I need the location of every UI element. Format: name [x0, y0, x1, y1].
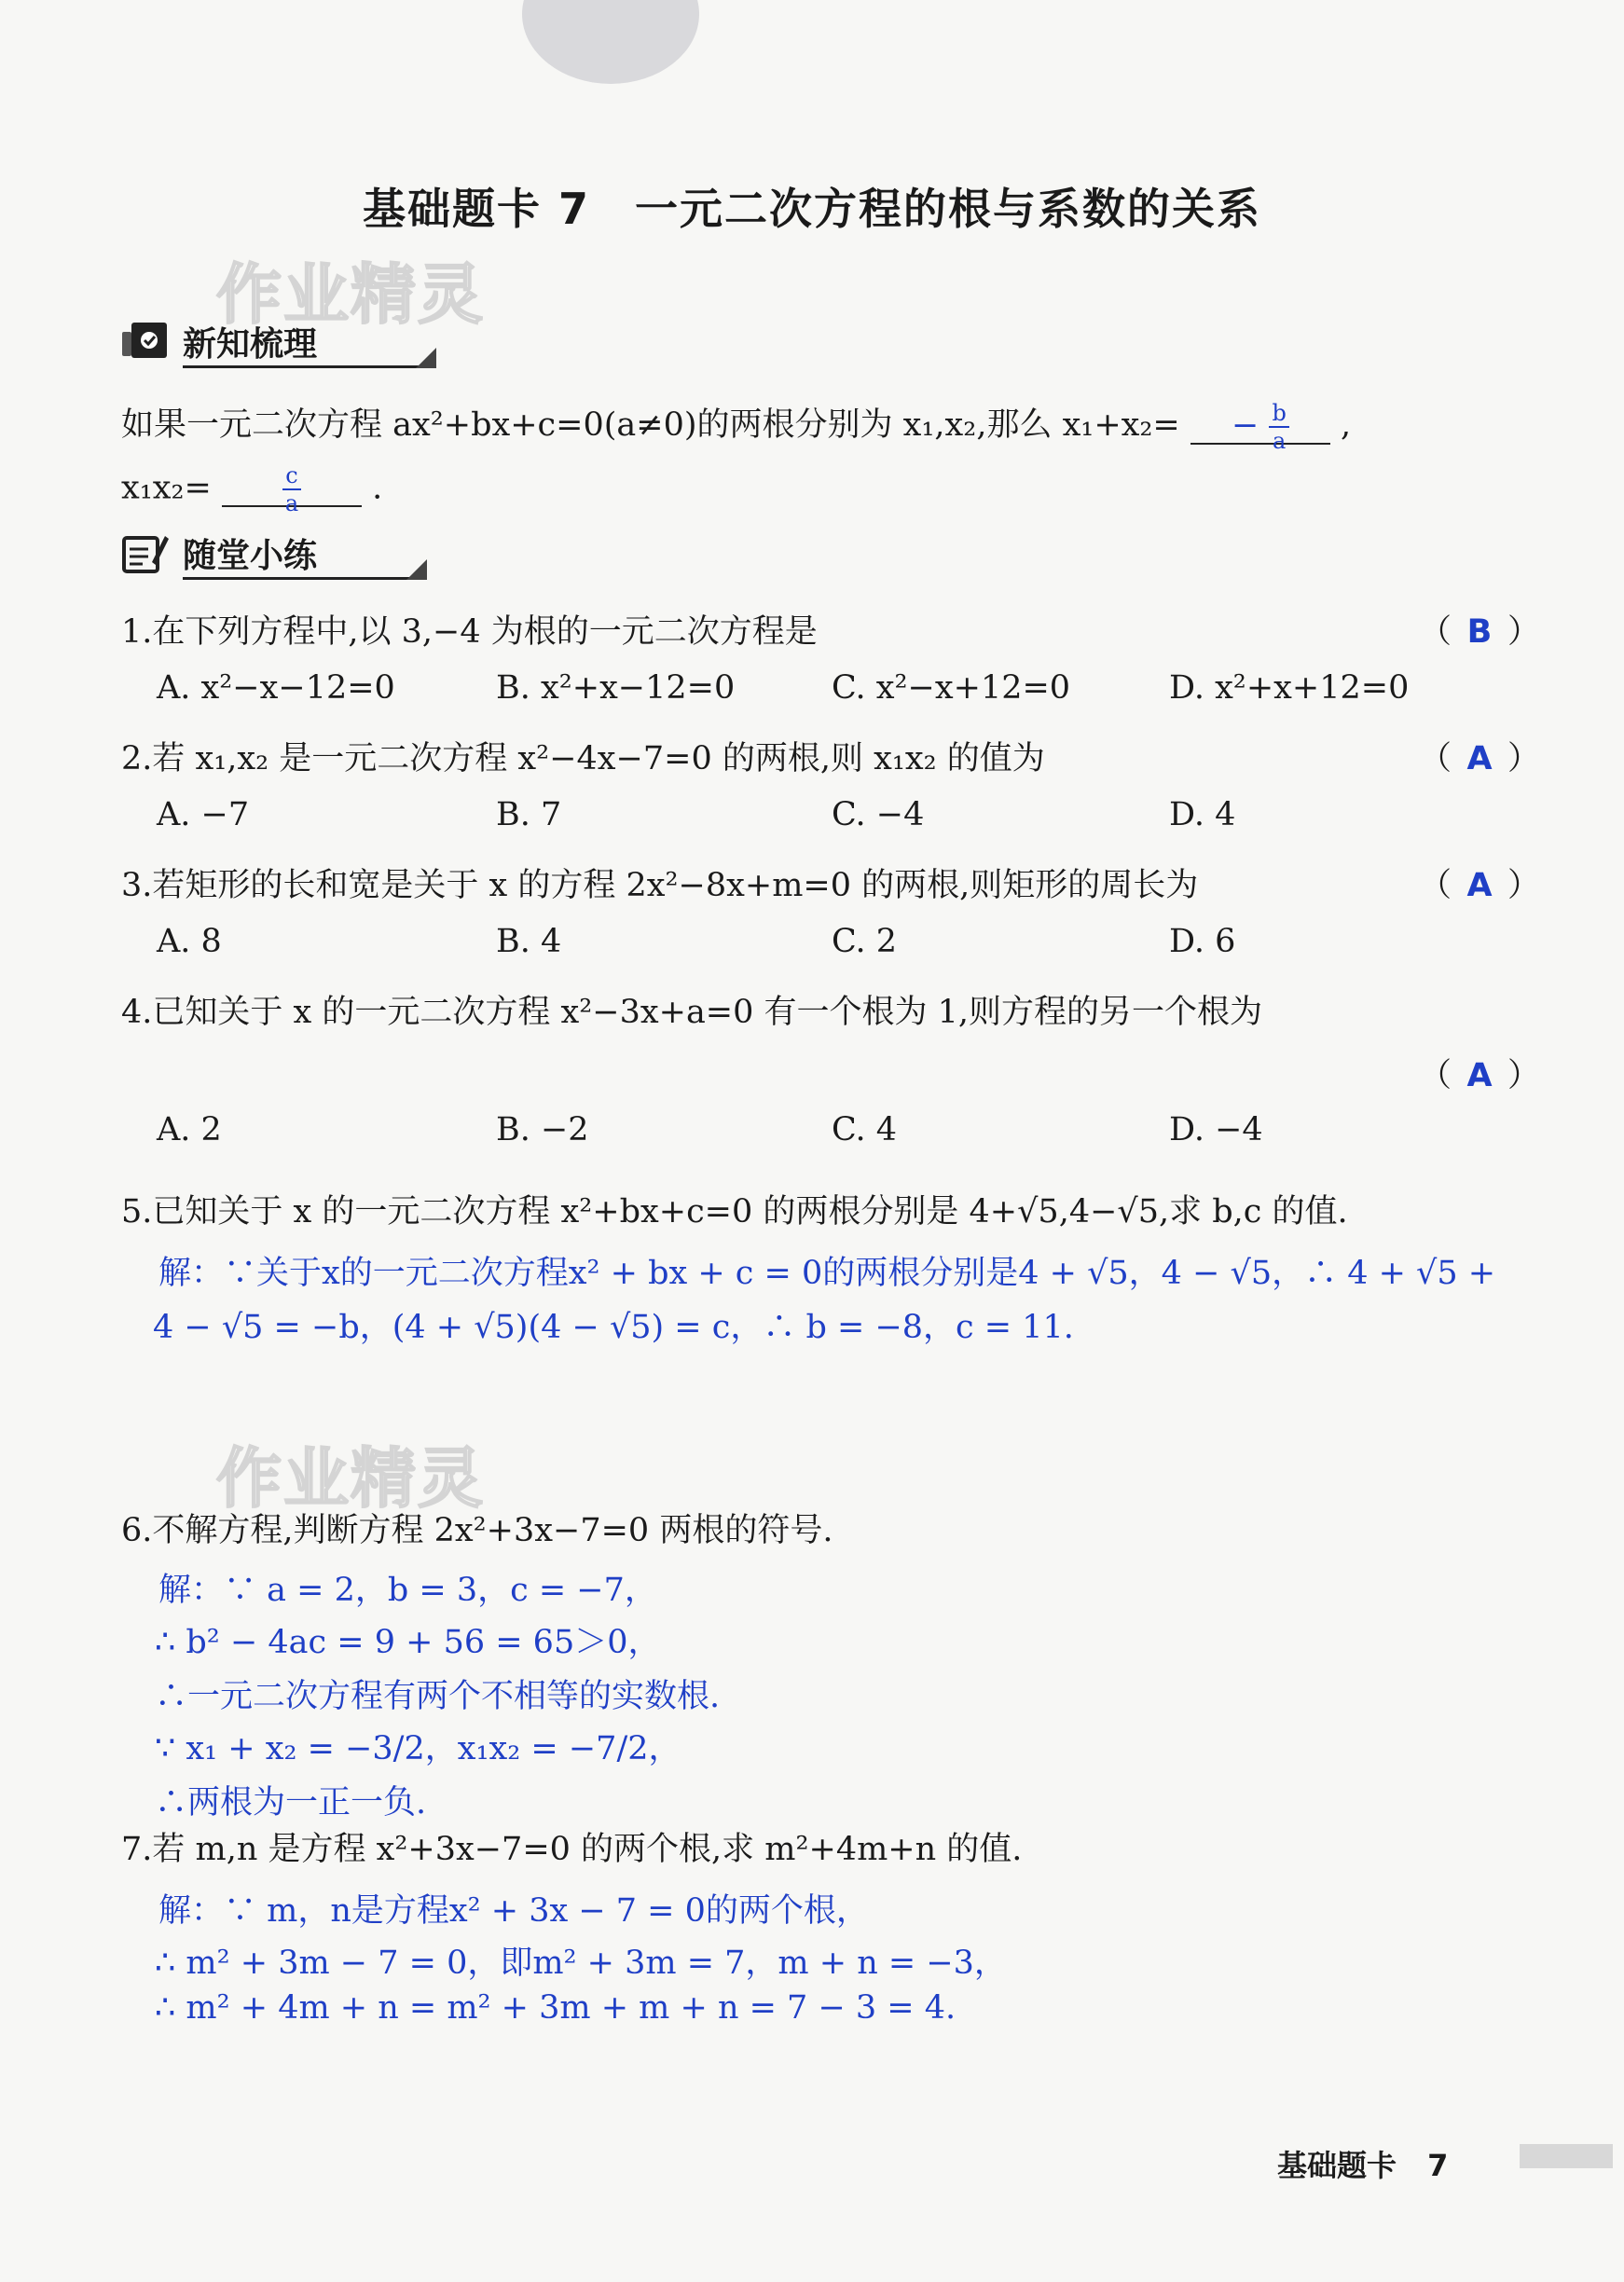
question-3-option-a: A. 8 [157, 923, 222, 960]
product-answer-denominator: a [284, 490, 299, 516]
question-2-answer-bracket: （ A ） [1419, 740, 1541, 777]
question-4-option-d: D. −4 [1169, 1111, 1263, 1148]
question-6-solution-line-4: ∵ x₁ + x₂ = −3/2，x₁x₂ = −7/2， [155, 1730, 681, 1767]
question-5-stem: 5.已知关于 x 的一元二次方程 x²+bx+c=0 的两根分别是 4+√5,4−√5,求 b,c 的值. [121, 1193, 1348, 1230]
sum-answer-fraction [1269, 399, 1288, 454]
knowledge-line-2-text: x₁x₂= [121, 469, 212, 507]
question-2-answer: A [1466, 740, 1493, 777]
question-4-answer-bracket: （ A ） [1419, 1057, 1541, 1094]
section-underline [183, 365, 434, 368]
product-answer-blank [222, 462, 362, 516]
question-7-solution-line-3: ∴ m² + 4m + n = m² + 3m + m + n = 7 − 3 = 4. [155, 1989, 957, 2027]
question-4-stem: 4.已知关于 x 的一元二次方程 x²−3x+a=0 有一个根为 1,则方程的另一个根为 [121, 994, 1263, 1031]
question-4-option-b: B. −2 [496, 1111, 589, 1148]
question-2-stem: 2.若 x₁,x₂ 是一元二次方程 x²−4x−7=0 的两根,则 x₁x₂ 的值为 [121, 740, 1045, 777]
question-6-solution-line-1: 解：∵ a = 2，b = 3，c = −7， [158, 1572, 657, 1609]
watermark-top: 作业精灵 [216, 256, 485, 333]
page-footer [1277, 2142, 1448, 2185]
question-7-stem: 7.若 m,n 是方程 x²+3x−7=0 的两个根,求 m²+4m+n 的值. [121, 1831, 1023, 1868]
product-answer-numerator: c [282, 464, 300, 490]
question-6-stem: 6.不解方程,判断方程 2x²+3x−7=0 两根的符号. [121, 1512, 833, 1549]
question-3-answer-bracket: （ A ） [1419, 867, 1541, 904]
section-underline [183, 577, 425, 580]
section-title-practice: 随堂小练 [183, 536, 318, 575]
knowledge-line-1 [121, 399, 1352, 454]
question-3-answer: A [1466, 867, 1493, 904]
section-practice [117, 524, 425, 582]
question-2-option-b: B. 7 [496, 796, 562, 833]
question-7-solution-line-2: ∴ m² + 3m − 7 = 0，即m² + 3m = 7，m + n = −3， [155, 1945, 1007, 1982]
question-1-option-a: A. x²−x−12=0 [157, 669, 395, 707]
sum-answer-sign: − [1231, 406, 1259, 444]
knowledge-line-2-end: . [372, 469, 383, 507]
sum-answer-numerator: b [1269, 402, 1288, 428]
question-2-option-a: A. −7 [157, 796, 250, 833]
watermark-middle: 作业精灵 [216, 1440, 485, 1517]
question-2-option-c: C. −4 [832, 796, 925, 833]
question-4-answer: A [1466, 1057, 1493, 1094]
footer-bar-decoration [1520, 2144, 1613, 2168]
question-3-option-c: C. 2 [832, 923, 898, 960]
top-tab-decoration [522, 0, 699, 84]
question-6-solution-line-3: ∴一元二次方程有两个不相等的实数根. [155, 1678, 721, 1715]
knowledge-line-1-end: , [1341, 406, 1352, 444]
sum-answer-blank [1190, 399, 1330, 454]
page-title: 基础题卡 7 一元二次方程的根与系数的关系 [362, 184, 1262, 234]
question-5-solution-line-2: 4 − √5 = −b，(4 + √5)(4 − √5) = c，∴ b = −8，c = 11. [153, 1309, 1074, 1346]
pencil-notebook-icon [117, 529, 172, 576]
sum-answer-denominator: a [1272, 427, 1287, 454]
footer-label: 基础题卡 [1277, 2148, 1397, 2183]
question-3-option-d: D. 6 [1169, 923, 1236, 960]
question-3-stem: 3.若矩形的长和宽是关于 x 的方程 2x²−8x+m=0 的两根,则矩形的周长为 [121, 867, 1199, 904]
page-number: 7 [1427, 2148, 1449, 2183]
section-corner-triangle [406, 559, 427, 580]
question-1-answer-bracket: （ B ） [1419, 613, 1541, 651]
question-4-option-c: C. 4 [832, 1111, 898, 1148]
question-1-option-b: B. x²+x−12=0 [496, 669, 736, 707]
section-new-knowledge [117, 312, 434, 370]
question-5-solution-line-1: 解：∵关于x的一元二次方程x² + bx + c = 0的两根分别是4 + √5，4 − √5，∴ 4 + √5 + [158, 1255, 1496, 1292]
question-1-answer: B [1466, 613, 1493, 651]
product-answer-fraction [282, 464, 300, 515]
question-6-solution-line-2: ∴ b² − 4ac = 9 + 56 = 65＞0， [155, 1624, 661, 1661]
question-1-stem: 1.在下列方程中,以 3,−4 为根的一元二次方程是 [121, 613, 818, 651]
notebook-icon [117, 318, 172, 364]
knowledge-line-2 [121, 462, 383, 516]
section-title-new-knowledge: 新知梳理 [183, 324, 318, 364]
section-corner-triangle [416, 348, 436, 368]
question-3-option-b: B. 4 [496, 923, 562, 960]
question-4-option-a: A. 2 [157, 1111, 222, 1148]
question-7-solution-line-1: 解：∵ m，n是方程x² + 3x − 7 = 0的两个根， [158, 1892, 869, 1930]
question-1-option-c: C. x²−x+12=0 [832, 669, 1071, 707]
question-1-option-d: D. x²+x+12=0 [1169, 669, 1410, 707]
knowledge-line-1-text: 如果一元二次方程 ax²+bx+c=0(a≠0)的两根分别为 x₁,x₂,那么 x₁+x₂= [121, 406, 1180, 444]
question-6-solution-line-5: ∴两根为一正一负. [155, 1784, 427, 1821]
question-2-option-d: D. 4 [1169, 796, 1236, 833]
